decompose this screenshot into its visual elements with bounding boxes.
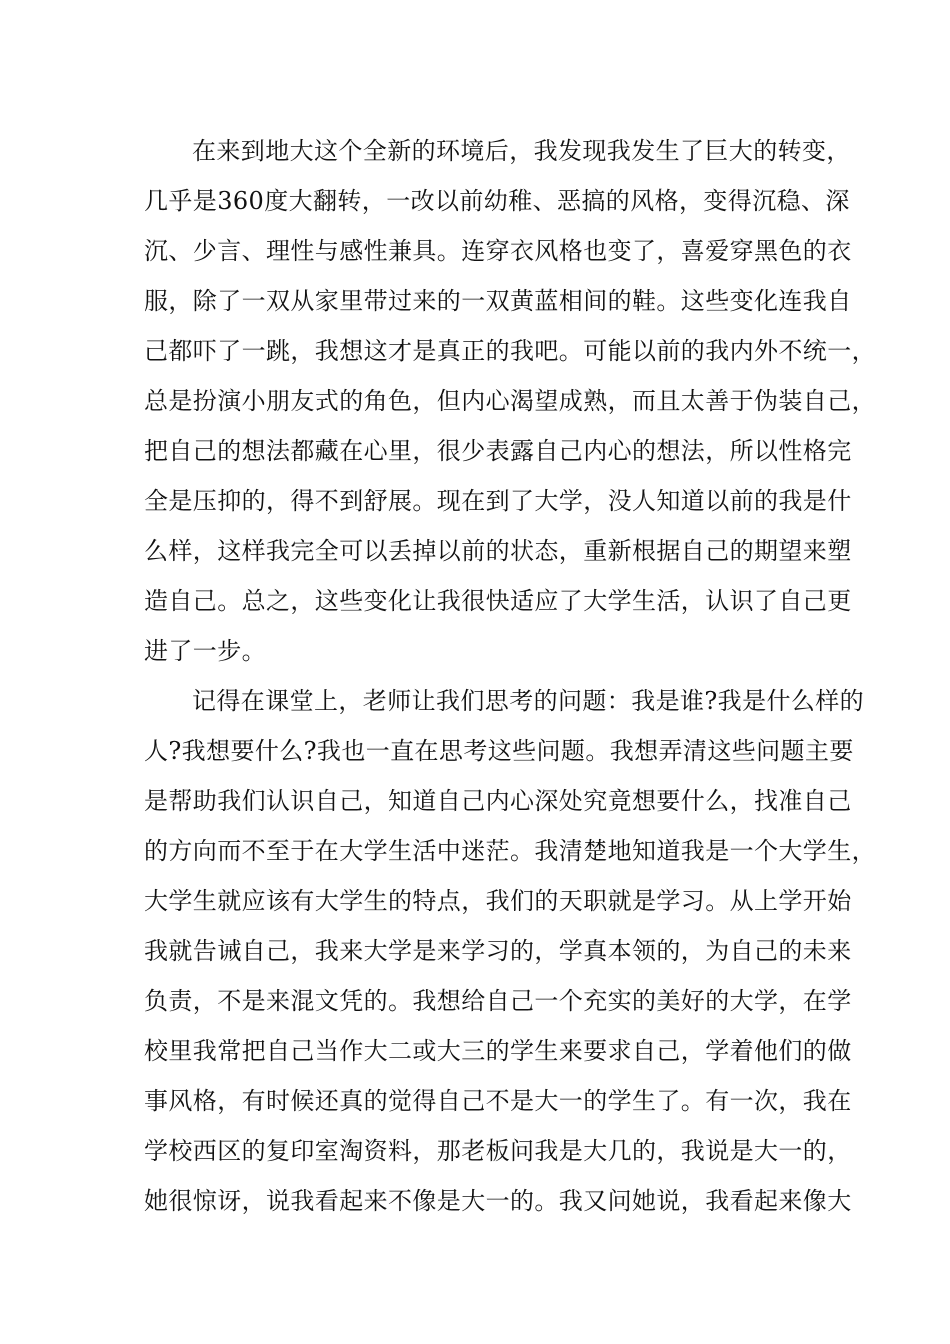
- text-line: 总是扮演小朋友式的角色，但内心渴望成熟，而且太善于伪装自己，: [144, 387, 876, 415]
- text-line: 大学生就应该有大学生的特点，我们的天职就是学习。从上学开始: [144, 887, 852, 915]
- text-line: 服，除了一双从家里带过来的一双黄蓝相间的鞋。这些变化连我自: [144, 287, 852, 315]
- text-line: 全是压抑的，得不到舒展。现在到了大学，没人知道以前的我是什: [144, 487, 852, 515]
- text-line: 几乎是360度大翻转，一改以前幼稚、恶搞的风格，变得沉稳、深: [144, 187, 850, 215]
- text-line: 沉、少言、理性与感性兼具。连穿衣风格也变了，喜爱穿黑色的衣: [144, 237, 852, 265]
- text-line: 人?我想要什么?我也一直在思考这些问题。我想弄清这些问题主要: [144, 737, 854, 765]
- text-line: 记得在课堂上，老师让我们思考的问题：我是谁?我是什么样的: [192, 687, 865, 715]
- text-line: 造自己。总之，这些变化让我很快适应了大学生活，认识了自己更: [144, 587, 852, 615]
- text-line: 己都吓了一跳，我想这才是真正的我吧。可能以前的我内外不统一，: [144, 337, 876, 365]
- text-line: 我就告诫自己，我来大学是来学习的，学真本领的，为自己的未来: [144, 937, 852, 965]
- text-line: 负责，不是来混文凭的。我想给自己一个充实的美好的大学，在学: [144, 987, 852, 1015]
- text-line: 事风格，有时候还真的觉得自己不是大一的学生了。有一次，我在: [144, 1087, 852, 1115]
- text-line: 把自己的想法都藏在心里，很少表露自己内心的想法，所以性格完: [144, 437, 852, 465]
- text-line: 进了一步。: [144, 637, 266, 665]
- text-line: 学校西区的复印室淘资料，那老板问我是大几的，我说是大一的，: [144, 1137, 852, 1165]
- text-line: 是帮助我们认识自己，知道自己内心深处究竟想要什么，找准自己: [144, 787, 852, 815]
- text-line: 的方向而不至于在大学生活中迷茫。我清楚地知道我是一个大学生，: [144, 837, 876, 865]
- text-line: 她很惊讶，说我看起来不像是大一的。我又问她说，我看起来像大: [144, 1187, 852, 1215]
- text-line: 么样，这样我完全可以丢掉以前的状态，重新根据自己的期望来塑: [144, 537, 852, 565]
- text-line: 校里我常把自己当作大二或大三的学生来要求自己，学着他们的做: [144, 1037, 852, 1065]
- text-line: 在来到地大这个全新的环境后，我发现我发生了巨大的转变，: [192, 137, 851, 165]
